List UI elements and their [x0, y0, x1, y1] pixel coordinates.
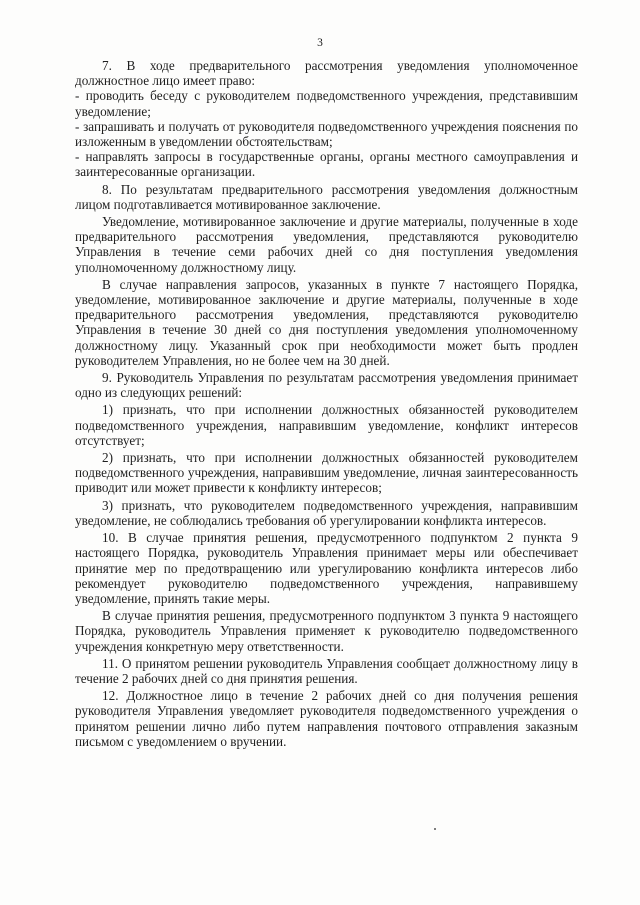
paragraph: 11. О принятом решении руководитель Управления сообщает должностному лицу в течение 2 рабочих дней со дня принятия решения.: [75, 655, 578, 686]
paragraph: Уведомление, мотивированное заключение и другие материалы, полученные в ходе предварительного рассмотрения уведомления, представляются руководителю Управления в течение семи рабочих дней со дня поступления уведомления уполномоченному должностному лицу.: [75, 214, 578, 275]
paragraph: 1) признать, что при исполнении должностных обязанностей руководителем подведомственного учреждения, направившим уведомление, конфликт интересов отсутствует;: [75, 402, 578, 448]
paragraph: 8. По результатам предварительного рассмотрения уведомления должностным лицом подготавливается мотивированное заключение.: [75, 181, 578, 212]
paragraph: - проводить беседу с руководителем подведомственного учреждения, представившим уведомление;: [75, 88, 578, 119]
paragraph: - запрашивать и получать от руководителя подведомственного учреждения пояснения по изложенным в уведомлении обстоятельствам;: [75, 118, 578, 150]
paragraph: В случае принятия решения, предусмотренного подпунктом 3 пункта 9 настоящего Порядка, руководитель Управления применяет к руководителю подведомственного учреждения конкретную меру ответственности.: [75, 608, 578, 654]
paragraph: В случае направления запросов, указанных в пункте 7 настоящего Порядка, уведомление, мотивированное заключение и другие материалы, полученные в ходе предварительного рассмотрения уведомления, представляются руководителю Управления в течение 30 дней со дня поступления уведомления уполномоченному должностному лицу. Указанный срок при необходимости может быть продлен руководителем Управления, но не более чем на 30 дней.: [75, 276, 578, 368]
paragraph: 7. В ходе предварительного рассмотрения уведомления уполномоченное должностное лицо имеет право:: [75, 58, 578, 89]
page-number: 3: [317, 37, 323, 49]
document-body: [75, 58, 578, 749]
paragraph: 3) признать, что руководителем подведомственного учреждения, направившим уведомление, не соблюдались требования об урегулировании конфликта интересов.: [75, 497, 578, 528]
paragraph: 10. В случае принятия решения, предусмотренного подпунктом 2 пункта 9 настоящего Порядка, руководитель Управления принимает меры или обеспечивает принятие мер по предотвращению или урегулированию конфликта интересов либо рекомендует руководителю подведомственного учреждения, направившему уведомление, принять такие меры.: [75, 530, 578, 606]
scan-speck: [434, 828, 436, 830]
paragraph: 2) признать, что при исполнении должностных обязанностей руководителем подведомственного учреждения, направившим уведомление, личная заинтересованность приводит или может привести к конфликту интересов;: [75, 450, 578, 496]
paragraph: - направлять запросы в государственные органы, органы местного самоуправления и заинтересованные организации.: [75, 149, 578, 180]
paragraph: 9. Руководитель Управления по результатам рассмотрения уведомления принимает одно из следующих решений:: [75, 370, 578, 401]
paragraph: 12. Должностное лицо в течение 2 рабочих дней со дня получения решения руководителя Управления уведомляет руководителя подведомственного учреждения о принятом решении лично либо путем направления почтового отправления заказным письмом с уведомлением о вручении.: [75, 688, 578, 749]
